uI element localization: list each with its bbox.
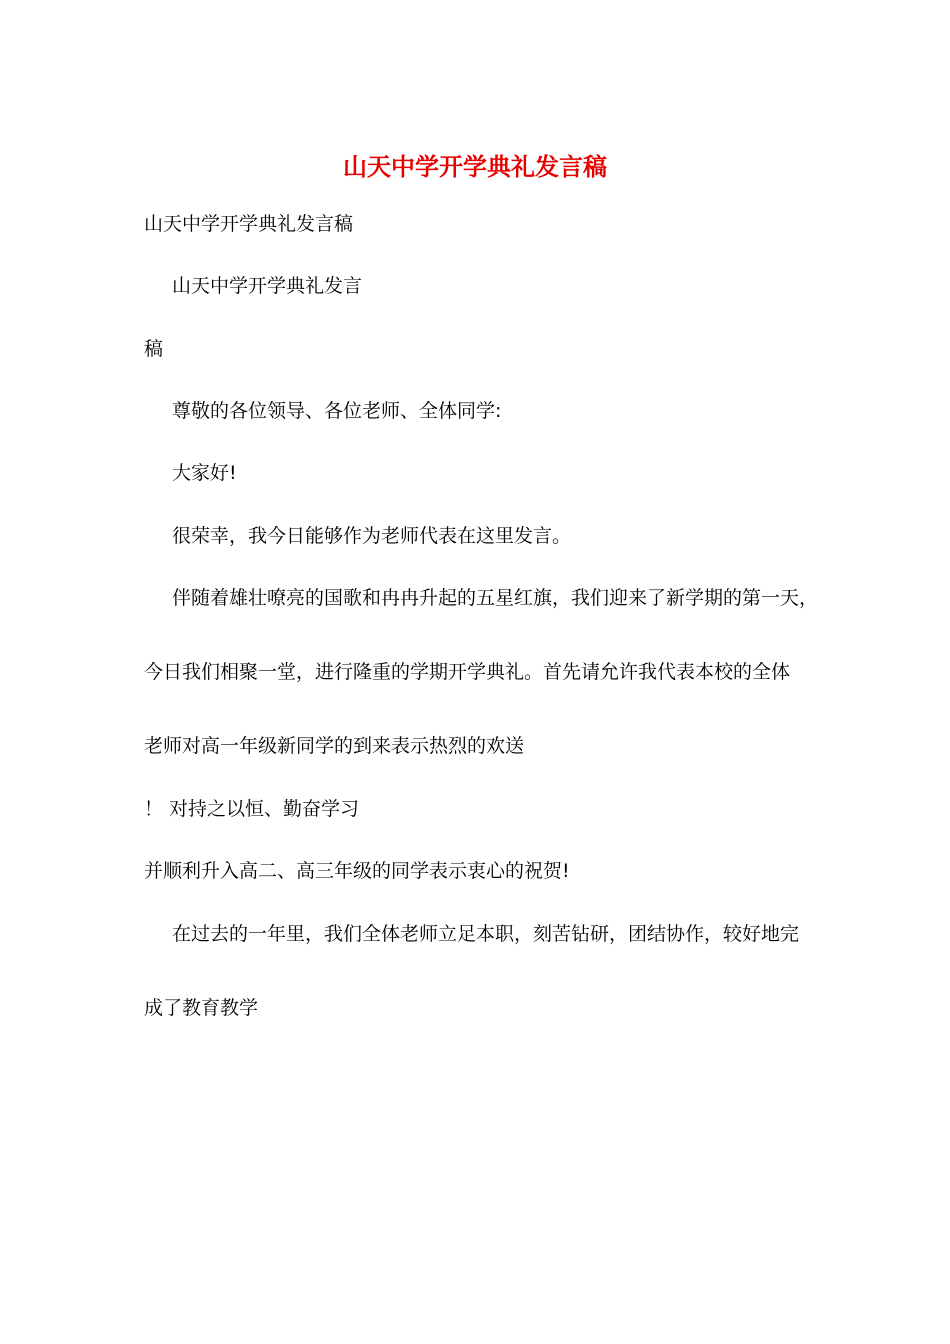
paragraph-line: ！ 对持之以恒、勤奋学习 — [144, 798, 360, 820]
paragraph-line: 山天中学开学典礼发言 — [172, 275, 363, 297]
paragraph-line: 成了教育教学 — [144, 997, 259, 1019]
paragraph-line: 尊敬的各位领导、各位老师、全体同学: — [172, 400, 502, 422]
paragraph-line: 老师对高一年级新同学的到来表示热烈的欢送 — [144, 735, 525, 757]
document-title: 山天中学开学典礼发言稿 — [343, 152, 607, 181]
paragraph-line: 山天中学开学典礼发言稿 — [144, 213, 354, 235]
paragraph-line: 伴随着雄壮嘹亮的国歌和冉冉升起的五星红旗，我们迎来了新学期的第一天， — [172, 587, 819, 609]
paragraph-line: 大家好! — [172, 462, 237, 484]
paragraph-line: 今日我们相聚一堂，进行隆重的学期开学典礼。首先请允许我代表本校的全体 — [144, 661, 791, 683]
paragraph-line: 很荣幸，我今日能够作为老师代表在这里发言。 — [172, 525, 572, 547]
paragraph-line: 稿 — [144, 338, 164, 360]
paragraph-line: 在过去的一年里，我们全体老师立足本职，刻苦钻研，团结协作，较好地完 — [172, 923, 800, 945]
paragraph-line: 并顺利升入高二、高三年级的同学表示衷心的祝贺! — [144, 860, 570, 882]
